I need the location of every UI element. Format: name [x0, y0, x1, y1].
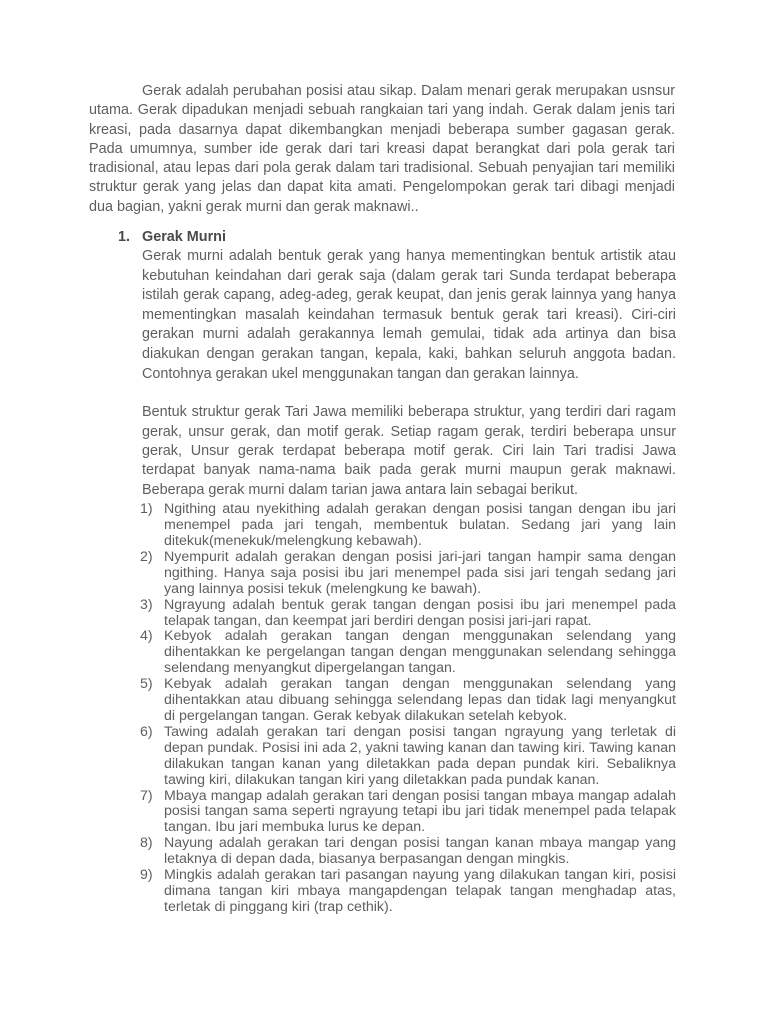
- gerak-murni-list: [140, 502, 676, 916]
- section-paragraph-2: Bentuk struktur gerak Tari Jawa memiliki beberapa struktur, yang terdiri dari ragam gerak, unsur gerak, dan motif gerak. Setiap ragam gerak, terdiri beberapa unsur gerak, Unsur gerak terdapat beberapa motif gerak. Ciri lain Tari tradisi Jawa terdapat banyak nama-nama baik pada gerak murni maupun gerak maknawi. Beberapa gerak murni dalam tarian jawa antara lain sebagai berikut.: [142, 404, 676, 498]
- list-item-number: 1): [140, 501, 153, 518]
- intro-paragraph: Gerak adalah perubahan posisi atau sikap. Dalam menari gerak merupakan usnsur utama. Gerak dipadukan menjadi sebuah rangkaian tari yang indah. Gerak dalam jenis tari kreasi, pada dasarnya dapat dikembangkan menjadi beberapa sumber gagasan gerak. Pada umumnya, sumber ide gerak dari tari kreasi dapat berangkat dari pola gerak tari tradisional, atau lepas dari pola gerak dalam tari tradisional. Sebuah penyajian tari memiliki struktur gerak yang jelas dan dapat kita amati. Pengelompokan gerak tari dibagi menjadi dua bagian, yakni gerak murni dan gerak maknawi..: [89, 83, 675, 215]
- section-number: 1.: [118, 229, 131, 245]
- section-gerak-murni: [118, 228, 676, 916]
- list-item-number: 2): [140, 548, 153, 565]
- section-paragraph-1: Gerak murni adalah bentuk gerak yang hanya mementingkan bentuk artistik atau kebutuhan keindahan dari gerak saja (dalam gerak tari Sunda terdapat beberapa istilah gerak capang, adeg-adeg, gerak keupat, dan jenis gerak lainnya yang hanya mementingkan masalah keindahan termasuk bentuk gerak tari kreasi). Ciri-ciri gerakan murni adalah gerakannya lemah gemulai, tidak ada artinya dan bisa diakukan dengan gerakan tangan, kepala, kaki, bahkan seluruh anggota badan. Contohnya gerakan ukel menggunakan tangan dan gerakan lainnya.: [142, 248, 676, 382]
- list-item: [140, 836, 676, 868]
- list-item-text: Mbaya mangap adalah gerakan tari dengan posisi tangan mbaya mangap adalah posisi tangan sama seperti ngrayung tetapi ibu jari tidak menempel pada telapak tangan. Ibu jari membuka lurus ke depan.: [164, 787, 676, 836]
- list-item-text: Tawing adalah gerakan tari dengan posisi tangan ngrayung yang terletak di depan pundak. Posisi ini ada 2, yakni tawing kanan dan tawing kiri. Tawing kanan dilakukan tangan kanan yang diletakkan pada depan pundak kiri. Sebaliknya tawing kiri, dilakukan tangan kiri yang diletakkan pada pundak kanan.: [164, 723, 676, 788]
- list-item: [140, 677, 676, 725]
- list-item-text: Kebyok adalah gerakan tangan dengan menggunakan selendang yang dihentakkan ke pergelangan tangan dengan menggunakan selendang sehingga selendang menyangkut dipergelangan tangan.: [164, 628, 676, 677]
- list-item-text: Ngithing atau nyekithing adalah gerakan dengan posisi tangan dengan ibu jari menempel pada jari tengah, membentuk bulatan. Sedang jari yang lain ditekuk(menekuk/melengkung kebawah).: [164, 501, 676, 549]
- list-item-text: Mingkis adalah gerakan tari pasangan nayung yang dilakukan tangan kiri, posisi dimana tangan kiri mbaya mangapdengan telapak tangan menghadap atas, terletak di pinggang kiri (trap cethik).: [164, 867, 676, 915]
- list-item-text: Nayung adalah gerakan tari dengan posisi tangan kanan mbaya mangap yang letaknya di depan dada, biasanya berpasangan dengan mingkis.: [164, 835, 676, 868]
- list-item-text: Kebyak adalah gerakan tangan dengan menggunakan selendang yang dihentakkan atau dibuang sehingga selendang lepas dan tidak lagi menyangkut di pergelangan tangan. Gerak kebyak dilakukan setelah kebyok.: [164, 676, 676, 724]
- list-item-number: 5): [140, 676, 153, 693]
- section-title: Gerak Murni: [142, 229, 226, 245]
- list-item: [140, 868, 676, 916]
- list-item: [140, 629, 676, 677]
- list-item-number: 4): [140, 628, 153, 645]
- list-item-number: 3): [140, 596, 153, 613]
- list-item: [140, 598, 676, 630]
- list-item: [140, 550, 676, 598]
- list-item-number: 8): [140, 835, 153, 852]
- list-item-number: 7): [140, 787, 153, 804]
- list-item: [140, 789, 676, 837]
- list-item-text: Ngrayung adalah bentuk gerak tangan dengan posisi ibu jari menempel pada telapak tangan, dan keempat jari berdiri dengan posisi jari-jari rapat.: [164, 596, 676, 629]
- list-item: [140, 725, 676, 789]
- list-item-number: 9): [140, 867, 153, 884]
- list-item-number: 6): [140, 723, 153, 740]
- section-heading: [118, 228, 676, 247]
- list-item-text: Nyempurit adalah gerakan dengan posisi jari-jari tangan hampir sama dengan ngithing. Hanya saja posisi ibu jari menempel pada sisi jari tengah sedang jari yang lainnya posisi tekuk (melengkung ke bawah).: [164, 548, 676, 597]
- list-item: [140, 502, 676, 550]
